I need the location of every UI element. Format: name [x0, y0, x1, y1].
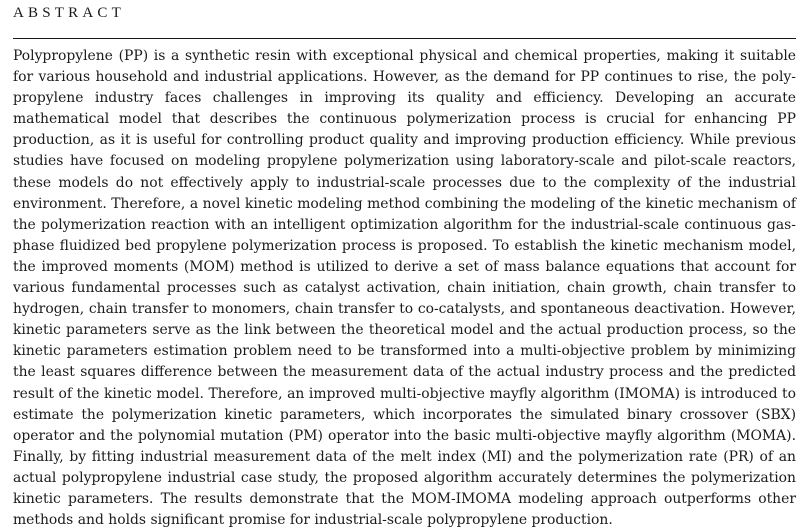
abstract-paragraph: Polypropylene (PP) is a synthetic resin with exceptional physical and chemical properties, making it suitable for various household and industrial applications. However, as the demand for PP continues to rise, the polypropylene industry faces challenges in improving its quality and efficiency. Developing an accurate mathematical model that describes the continuous polymerization process is crucial for enhancing PP production, as it is useful for controlling product quality and improving production efficiency. While previous studies have focused on modeling propylene polymerization using laboratory-scale and pilot-scale reactors, these models do not effectively apply to industrial-scale processes due to the complexity of the industrial environment. Therefore, a novel kinetic modeling method combining the modeling of the kinetic mechanism of the polymerization reaction with an intelligent optimization algorithm for the industrial-scale continuous gas-phase fluidized bed propylene polymerization process is proposed. To establish the kinetic mechanism model, the improved moments (MOM) method is utilized to derive a set of mass balance equations that account for various fundamental processes such as catalyst activation, chain initiation, chain growth, chain transfer to hydrogen, chain transfer to monomers, chain transfer to co-catalysts, and spontaneous deactivation. However, kinetic parameters serve as the link between the theoretical model and the actual production process, so the kinetic parameters estimation problem need to be transformed into a multi-objective problem by minimizing the least squares difference between the measurement data of the actual industry process and the predicted result of the kinetic model. Therefore, an improved multi-objective mayfly algorithm (IMOMA) is introduced to estimate the polymerization kinetic parameters, which incorporates the simulated binary crossover (SBX) operator and the polynomial mutation (PM) operator into the basic multi-objective mayfly algorithm (MOMA). Finally, by fitting industrial measurement data of the melt index (MI) and the polymerization rate (PR) of an actual polypropylene industrial case study, the proposed algorithm accurately determines the polymerization kinetic parameters. The results demonstrate that the MOM-IMOMA modeling approach outperforms other methods and holds significant promise for industrial-scale polypropylene production. [13, 48, 796, 529]
abstract-heading: ABSTRACT [13, 5, 125, 21]
heading-divider [13, 38, 796, 39]
